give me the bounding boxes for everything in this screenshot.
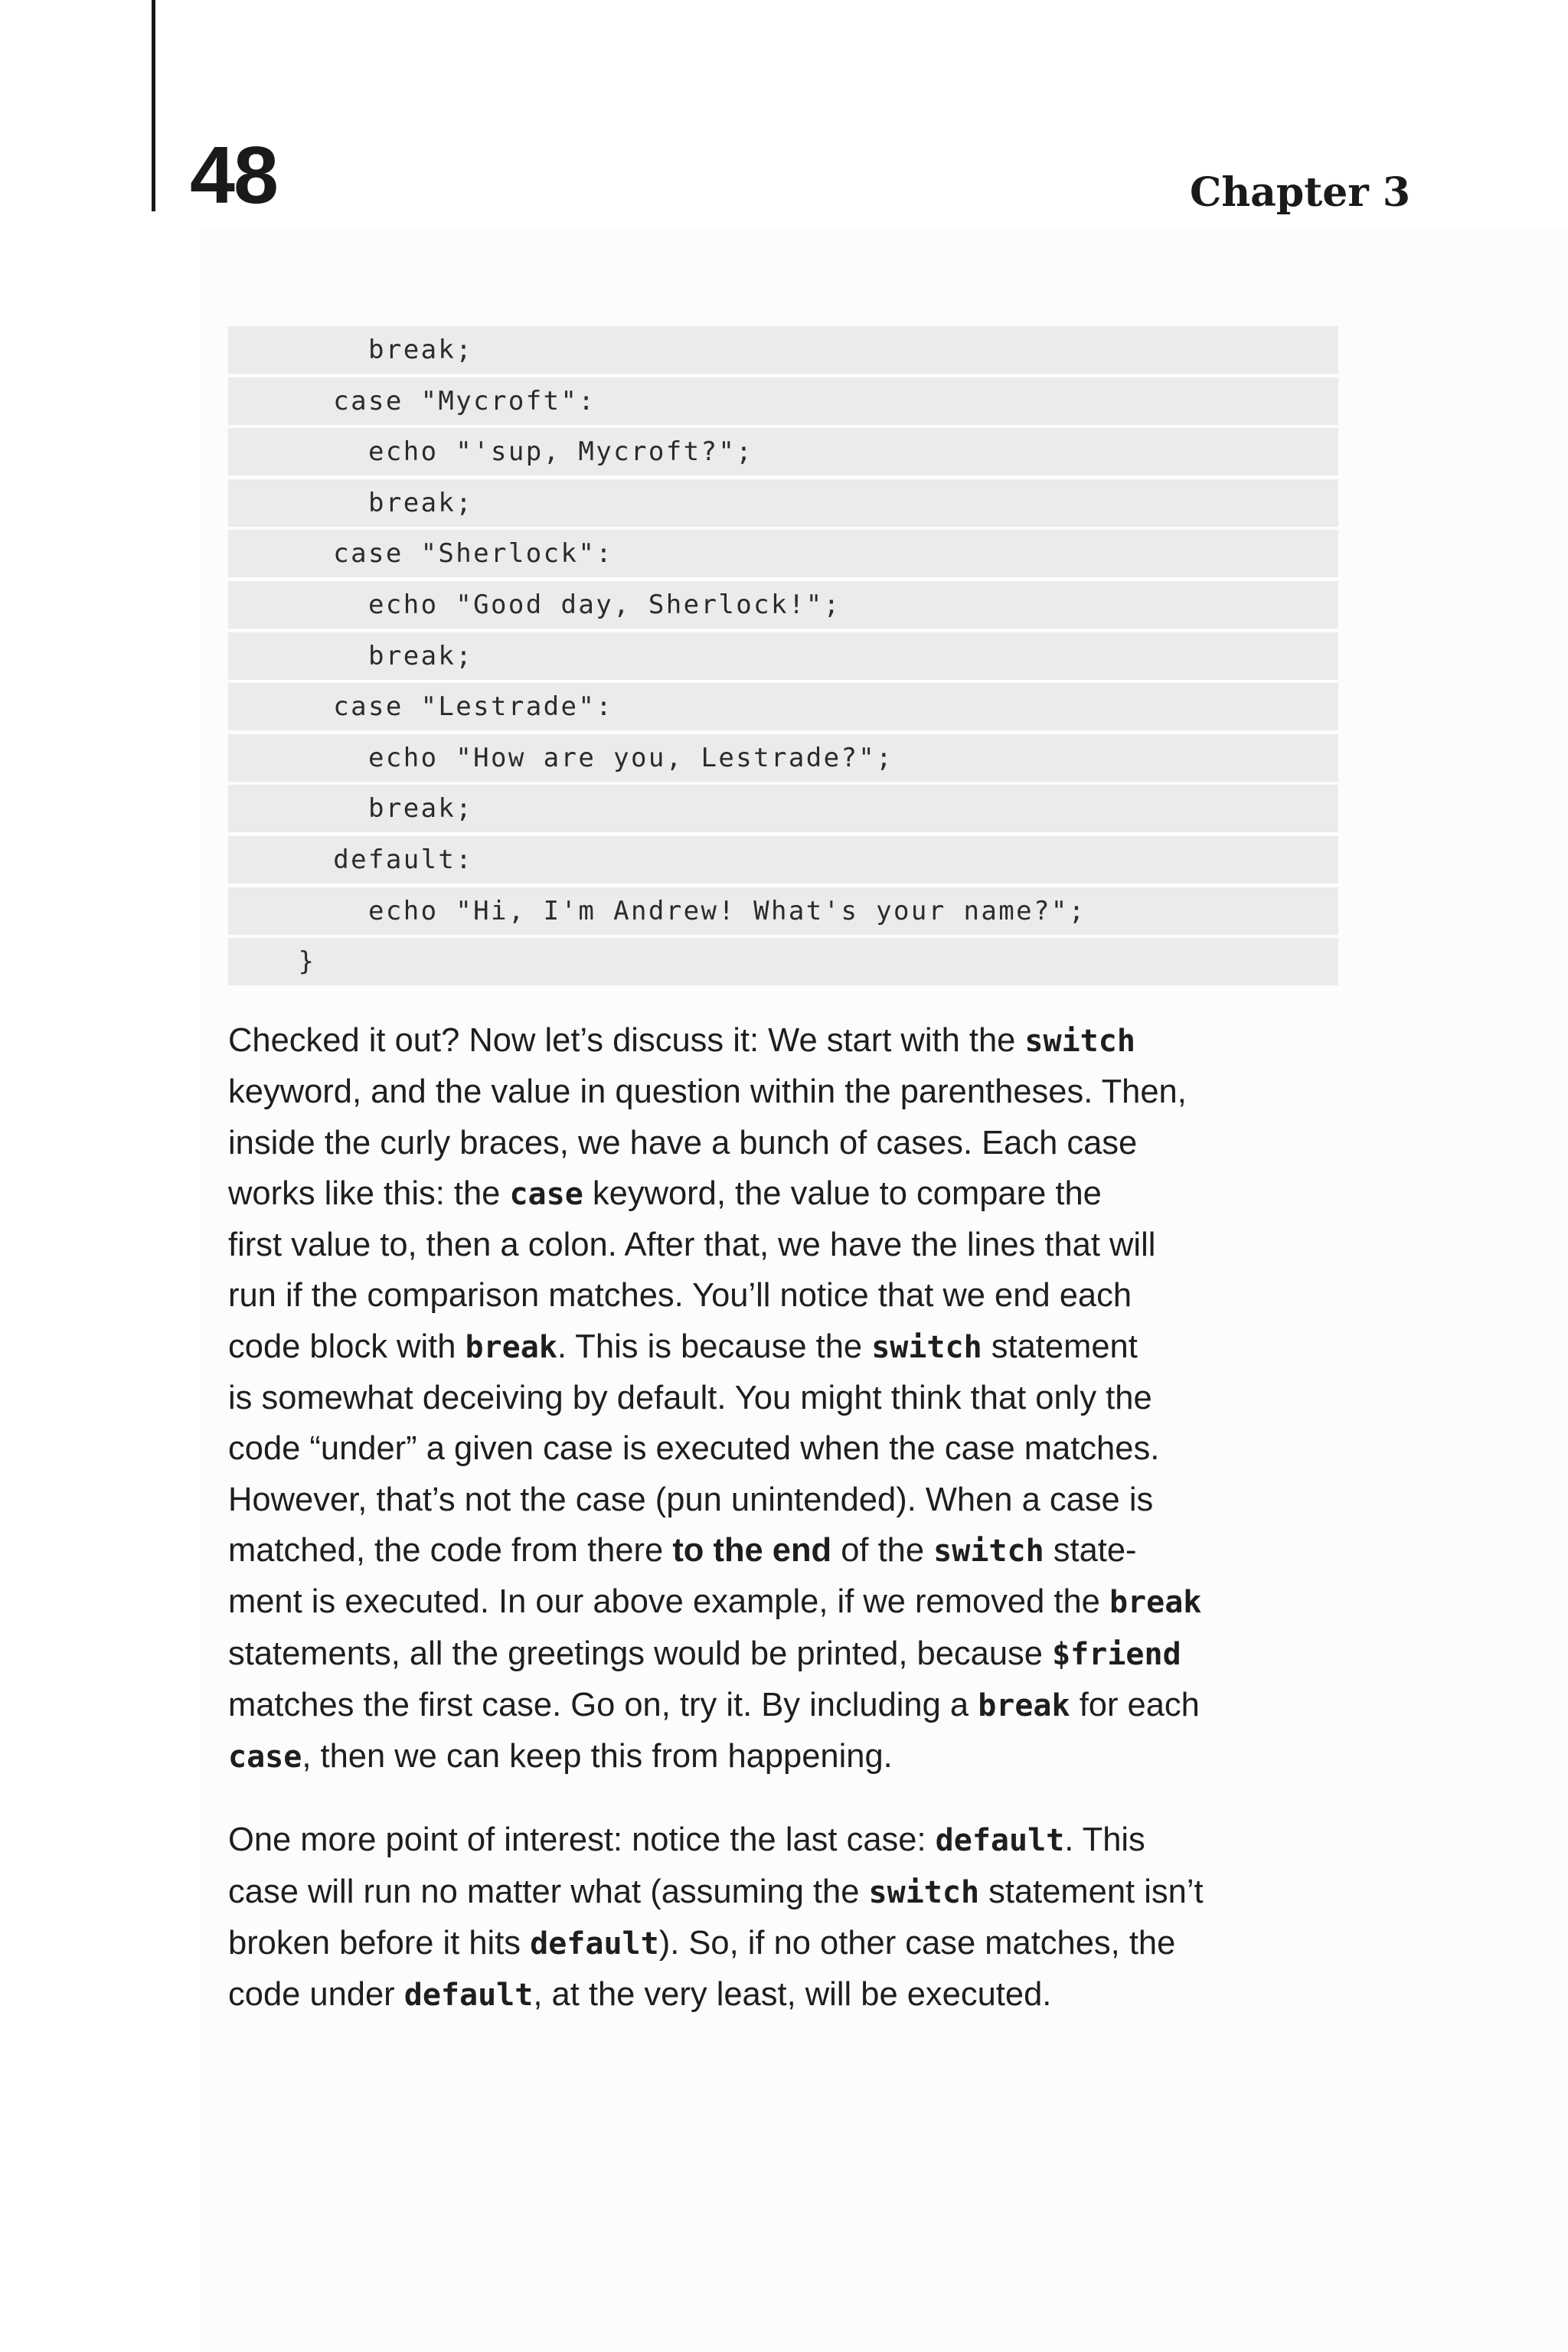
code-line: echo "'sup, Mycroft?"; [228,428,1338,475]
text-line [228,1867,1346,1918]
code-line: break; [228,785,1338,832]
text-line [228,1969,1346,2020]
margin-rule [152,0,155,211]
code-block [228,326,1338,989]
code-line: break; [228,632,1338,680]
text-line [228,1321,1346,1373]
text-run: matches the first case. Go on, try it. By including a [228,1686,978,1723]
text-run: code block with [228,1328,466,1365]
inline-code: break [978,1687,1070,1723]
text-run: run if the comparison matches. You’ll notice that we end each [228,1277,1132,1315]
inline-code: switch [871,1329,982,1365]
text-run: code “under” a given case is executed when the case matches. [228,1430,1160,1468]
text-line [228,1628,1346,1680]
text-line [228,1168,1346,1220]
text-line [228,1220,1346,1270]
text-line [228,1576,1346,1628]
text-run: statement isn’t [979,1873,1204,1910]
text-run: of the [831,1531,934,1569]
inline-code: default [935,1823,1065,1859]
text-line [228,1918,1346,1969]
code-line: break; [228,479,1338,527]
text-run: , at the very least, will be executed. [533,1976,1052,2014]
emphasis: to the end [672,1531,832,1569]
text-run: However, that’s not the case (pun unintended). When a case is [228,1481,1154,1518]
text-line [228,1423,1346,1474]
code-line: case "Lestrade": [228,683,1338,730]
text-run: ). So, if no other case matches, the [658,1925,1176,1962]
inline-code: switch [868,1874,980,1910]
code-line: echo "How are you, Lestrade?"; [228,734,1338,782]
text-line [228,1815,1346,1866]
text-line [228,1118,1346,1168]
text-line [228,1373,1346,1423]
inline-code: default [530,1926,659,1962]
text-run: code under [228,1976,404,2014]
text-line [228,1731,1346,1782]
inline-code: $friend [1052,1636,1181,1672]
text-run: , then we can keep this from happening. [302,1738,893,1775]
inline-code: break [465,1329,557,1365]
text-run: state- [1044,1531,1137,1569]
text-run: keyword, and the value in question within the parentheses. Then, [228,1073,1187,1111]
inline-code: switch [933,1533,1044,1569]
code-line: case "Sherlock": [228,530,1338,577]
text-run: broken before it hits [228,1925,531,1962]
paragraph [228,1015,1346,1782]
text-run: is somewhat deceiving by default. You might think that only the [228,1380,1152,1417]
inline-code: break [1109,1585,1202,1621]
text-line [228,1270,1346,1321]
text-run: . This is because the [557,1328,872,1365]
inline-code: default [403,1978,534,2014]
code-line: case "Mycroft": [228,377,1338,425]
text-run: for each [1070,1686,1200,1723]
text-run: . This [1064,1821,1145,1859]
inline-code: switch [1024,1024,1135,1059]
inline-code: case [228,1740,302,1775]
code-line: break; [228,326,1338,374]
text-run: One more point of interest: notice the last case: [228,1821,936,1859]
text-run: keyword, the value to compare the [583,1174,1102,1212]
text-line [228,1525,1346,1576]
code-line: echo "Good day, Sherlock!"; [228,581,1338,629]
text-run: statements, all the greetings would be printed, because [228,1635,1053,1672]
text-run: case will run no matter what (assuming the [228,1873,869,1910]
text-line [228,1680,1346,1731]
code-line: } [228,938,1338,985]
paragraph [228,1815,1346,2020]
body-text [228,1015,1346,2053]
text-line [228,1067,1346,1117]
text-run: first value to, then a colon. After that, we have the lines that will [228,1227,1156,1264]
inline-code: case [509,1176,583,1212]
code-line: default: [228,836,1338,884]
text-line [228,1475,1346,1525]
text-run: statement [982,1328,1138,1365]
page-number: 48 [190,130,277,220]
text-run: ment is executed. In our above example, if we removed the [228,1583,1109,1621]
code-line: echo "Hi, I'm Andrew! What's your name?"; [228,887,1338,935]
text-run: inside the curly braces, we have a bunch of cases. Each case [228,1124,1138,1161]
chapter-title: Chapter 3 [1189,169,1410,216]
text-run: matched, the code from there [228,1531,673,1569]
text-run: works like this: the [228,1174,510,1212]
text-line [228,1015,1346,1067]
text-run: Checked it out? Now let’s discuss it: We start with the [228,1022,1025,1059]
